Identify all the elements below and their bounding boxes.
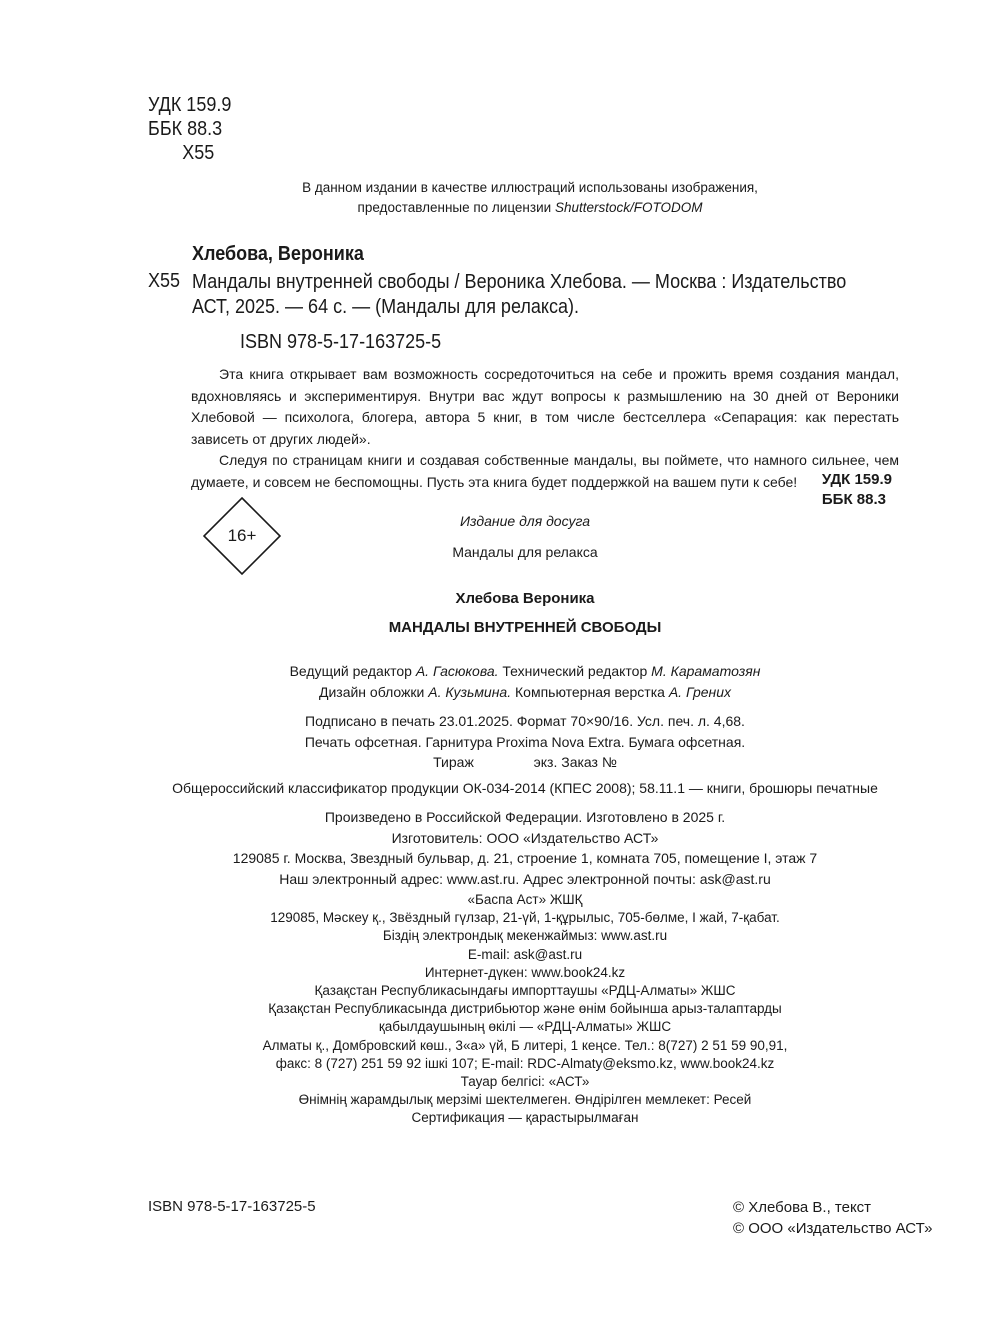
kz-line: Интернет-дүкен: www.book24.kz xyxy=(424,964,626,980)
bibliographic-description: Мандалы внутренней свободы / Вероника Хлебова. — Москва : Издательство АСТ, 2025. — 64 с. — (Мандалы для релакса). xyxy=(192,271,847,318)
illustrations-note-line2 xyxy=(250,198,810,218)
bibliographic-author-mark: Х55 xyxy=(148,270,181,292)
manufacturer-line-4: Наш электронный адрес: www.ast.ru. Адрес электронной почты: ask@ast.ru xyxy=(279,871,771,888)
annotation xyxy=(191,364,899,493)
classification-codes xyxy=(148,93,231,165)
print-info-line-2: Печать офсетная. Гарнитура Proxima Nova Extra. Бумага офсетная. xyxy=(304,733,746,750)
age-rating-badge xyxy=(203,497,281,575)
edition-type: Издание для досуга xyxy=(460,513,590,529)
age-rating-label: 16+ xyxy=(227,526,257,545)
author-mark: Х55 xyxy=(182,142,215,164)
credits xyxy=(0,661,1000,702)
edition-author: Хлебова Вероника xyxy=(455,590,595,607)
copyright-author: © Хлебова В., текст xyxy=(733,1199,872,1216)
kz-line: факс: 8 (727) 251 59 92 ішкі 107; E-mail: RDC-Almaty@eksmo.kz, www.book24.kz xyxy=(275,1055,775,1071)
classification-codes-right xyxy=(822,470,892,510)
manufacturer-line-3: 129085 г. Москва, Звездный бульвар, д. 21, строение 1, комната 705, помещение I, этаж 7 xyxy=(232,850,818,867)
footer-isbn: ISBN 978-5-17-163725-5 xyxy=(148,1198,316,1215)
kz-line: «Баспа Аст» ЖШҚ xyxy=(467,892,583,907)
udk-code: УДК 159.9 xyxy=(148,94,232,116)
kz-line: Қазақстан Республикасында дистрибьютор және өнім бойынша арыз-талаптарды xyxy=(268,1001,782,1017)
kz-line: Өнімнің жарамдылық мерзімі шектелмеген. Өндірілген мемлекет: Ресей xyxy=(298,1092,752,1108)
manufacturer-line-2: Изготовитель: ООО «Издательство АСТ» xyxy=(391,829,659,846)
annotation-paragraph-2: Следуя по страницам книги и создавая собственные мандалы, вы поймете, что намного сильнее, чем думаете, и совсем не беспомощны. Пусть эта книга будет поддержкой на вашем пути к себе! xyxy=(191,452,899,490)
manufacturer-line-1: Произведено в Российской Федерации. Изготовлено в 2025 г. xyxy=(324,809,726,825)
illustrations-note xyxy=(250,178,810,218)
copyright-publisher: © ООО «Издательство АСТ» xyxy=(733,1220,933,1237)
kz-line: Алматы қ., Домбровский көш., 3«а» үй, Б литері, 1 кеңсе. Тел.: 8(727) 2 51 59 90,91, xyxy=(262,1037,788,1053)
circulation-label: Тираж xyxy=(433,754,474,771)
layout-designer: А. Грених xyxy=(668,683,732,700)
print-info-line-1: Подписано в печать 23.01.2025. Формат 70×90/16. Усл. печ. л. 4,68. xyxy=(305,713,745,729)
kazakh-info xyxy=(0,891,1000,1128)
circulation-suffix: экз. Заказ № xyxy=(533,754,617,771)
product-classifier: Общероссийский классификатор продукции ОК-034-2014 (КПЕС 2008); 58.11.1 — книги, брошюры печатные xyxy=(172,780,878,796)
kz-line: Біздің электрондық мекенжаймыз: www.ast.ru xyxy=(382,928,668,944)
kz-line: Сертификация — қарастырылмаған xyxy=(411,1110,639,1126)
kz-line: Қазақстан Республикасындағы импорттаушы «РДЦ-Алматы» ЖШС xyxy=(314,983,736,999)
print-info-line-3 xyxy=(0,752,1000,773)
illustrations-note-line1: В данном издании в качестве иллюстраций использованы изображения, xyxy=(302,180,758,195)
cover-designer: А. Кузьмина. xyxy=(428,683,512,700)
bbk-code-right: ББК 88.3 xyxy=(821,491,886,508)
manufacturer-info xyxy=(0,807,1000,890)
edition-title: МАНДАЛЫ ВНУТРЕННЕЙ СВОБОДЫ xyxy=(388,619,662,636)
bbk-code: ББК 88.3 xyxy=(148,118,223,140)
tech-editor-label: Технический редактор xyxy=(502,663,648,679)
layout-label: Компьютерная верстка xyxy=(515,683,665,700)
udk-code-right: УДК 159.9 xyxy=(821,471,892,488)
print-info xyxy=(0,711,1000,773)
illustrations-source: Shutterstock/FOTODOM xyxy=(554,200,703,215)
illustrations-note-prefix: предоставленные по лицензии xyxy=(357,200,552,215)
kz-line: қабылдаушының өкілі — «РДЦ-Алматы» ЖШС xyxy=(378,1019,672,1035)
tech-editor: М. Караматозян xyxy=(651,663,761,679)
copyright-block xyxy=(733,1197,932,1239)
kz-line: E-mail: ask@ast.ru xyxy=(467,946,583,962)
credits-line-1 xyxy=(0,661,1000,682)
kz-line: Тауар белгісі: «АСТ» xyxy=(460,1074,590,1090)
kz-line: 129085, Мәскеу қ., Звёздный гүлзар, 21-үй, 1-құрылыс, 705-бөлме, I жай, 7-қабат. xyxy=(270,910,780,926)
annotation-paragraph-1: Эта книга открывает вам возможность сосредоточиться на себе и прожить время создания мандал, вдохновляясь и экспериментируя. Внутри вас ждут вопросы к размышлению на 30 дней от Вероники Хлебовой — психолога, блогера, автора 5 книг, в том числе бестселлера «Сепарация: как перестать зависеть от других людей». xyxy=(191,366,899,447)
bibliographic-isbn: ISBN 978-5-17-163725-5 xyxy=(240,331,442,353)
lead-editor: А. Гасюкова. xyxy=(415,663,499,679)
credits-line-2 xyxy=(0,682,1000,703)
lead-editor-label: Ведущий редактор xyxy=(289,663,412,679)
edition-series: Мандалы для релакса xyxy=(452,544,598,560)
bibliographic-author: Хлебова, Вероника xyxy=(192,243,364,265)
cover-designer-label: Дизайн обложки xyxy=(318,683,425,700)
